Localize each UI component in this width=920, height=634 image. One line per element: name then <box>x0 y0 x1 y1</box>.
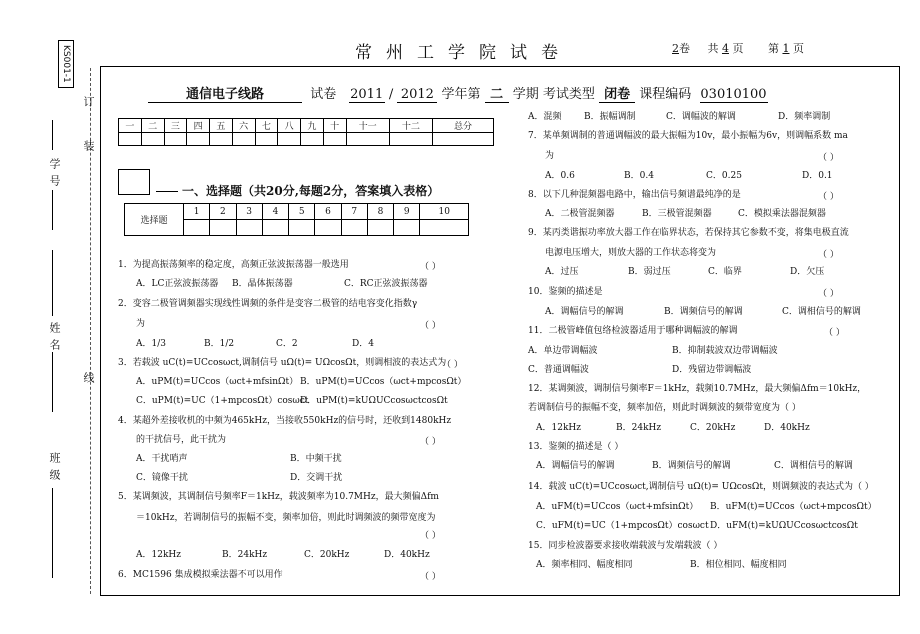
term: 二 <box>485 83 509 103</box>
question-text-cont: 若调制信号的振幅不变，频率加倍，则此时调频波的频带宽度为（ ） <box>528 403 801 413</box>
question-text: 以下几种混频器电路中，输出信号频谱最纯净的是 <box>542 190 741 200</box>
option-d: D．欠压 <box>790 267 825 277</box>
score-header: 十一 <box>346 119 389 133</box>
option-b: B．振幅调制 <box>584 112 636 122</box>
option-a: A．0.6 <box>545 171 575 181</box>
option-a: A．uFM(t)=UCcos（ωct+mfsinΩt） <box>536 502 699 512</box>
total-pages: 4 <box>721 42 729 55</box>
answer-paren[interactable]: （ ） <box>818 192 839 202</box>
page-info <box>672 40 804 56</box>
answer-cell[interactable] <box>420 220 469 236</box>
student-id-label: 学号 <box>48 158 61 192</box>
name-blank-2[interactable] <box>52 352 53 412</box>
question-10 <box>528 286 602 298</box>
option-b: B．24kHz <box>222 550 268 560</box>
question-text: 某丙类谐振功率放大器工作在临界状态，若保持其它参数不变，将集电极直流 <box>542 228 849 238</box>
question-11 <box>528 325 737 337</box>
page-number: 1 <box>782 42 790 55</box>
question-text: 某单频调制的普通调幅波的最大振幅为10v，最小振幅为6v，则调幅系数 ma <box>542 131 848 141</box>
question-text: 某调频波，其调制信号频率F＝1kHz，载波频率为10.7MHz，最大频偏Δfm <box>132 492 439 502</box>
option-d: D．频率调制 <box>778 112 831 122</box>
option-b: B．抑制载波双边带调幅波 <box>672 346 778 356</box>
question-number: 1． <box>118 260 133 270</box>
option-a: A．调幅信号的解调 <box>545 307 624 317</box>
class-label: 班级 <box>48 452 61 486</box>
question-6 <box>118 569 283 581</box>
question-15 <box>528 540 722 552</box>
answer-paren[interactable]: （ ） <box>818 153 839 163</box>
answer-number: 2 <box>210 204 236 220</box>
score-table <box>118 118 494 146</box>
option-b: B．中频干扰 <box>290 454 342 464</box>
question-number: 8． <box>528 190 543 200</box>
question-2 <box>118 298 417 310</box>
year-from: 2011 <box>350 87 384 102</box>
question-5 <box>118 491 439 503</box>
course-code: 03010100 <box>700 87 767 102</box>
binding-ding: 订 <box>82 96 95 107</box>
term-word: 学期 考试类型 <box>512 87 595 102</box>
answer-number: 3 <box>236 204 262 220</box>
option-a: A．频率相同、幅度相同 <box>536 560 633 570</box>
question-number: 9． <box>528 228 543 238</box>
score-cell[interactable] <box>210 133 233 146</box>
question-number: 12． <box>528 384 549 394</box>
question-text: 变容二极管调频器实现线性调频的条件是变容二极管的结电容变化指数γ <box>132 299 418 309</box>
page-label: 第 <box>767 42 779 55</box>
score-cell[interactable] <box>164 133 187 146</box>
question-text: 若载波 uC(t)=UCcosωct,调制信号 uΩ(t)= UΩcosΩt，则调相波的表达式为 <box>132 358 447 368</box>
question-14 <box>528 481 874 493</box>
section-score-box[interactable] <box>118 169 150 195</box>
year-to: 2012 <box>397 87 437 103</box>
answer-number: 7 <box>341 204 367 220</box>
answer-paren[interactable]: （ ） <box>420 531 441 541</box>
option-b: B．1/2 <box>204 339 235 349</box>
option-b: B．三极管混频器 <box>642 209 712 219</box>
answer-cell[interactable] <box>394 220 420 236</box>
answer-cell[interactable] <box>367 220 393 236</box>
option-c: C．uPM(t)=UC（1+mpcosΩt）cosωct <box>136 396 309 406</box>
answer-number: 9 <box>394 204 420 220</box>
score-input-row <box>119 133 494 146</box>
option-c: C．调相信号的解调 <box>774 461 853 471</box>
option-a: A．LC正弦波振荡器 <box>136 279 219 289</box>
question-3 <box>118 357 446 369</box>
question-text: 载波 uC(t)=UCcosωct,调制信号 uΩ(t)= UΩcosΩt，则调频波的表达式为（ ） <box>548 482 874 492</box>
question-text-cont: 的干扰信号，此干扰为 <box>136 435 227 445</box>
exam-info-line <box>148 83 768 103</box>
year-slash: / <box>388 87 394 102</box>
class-blank[interactable] <box>52 488 53 578</box>
question-text-cont: 电源电压增大，则放大器的工作状态将变为 <box>545 248 717 258</box>
total-label: 共 <box>707 42 719 55</box>
question-text: 二极管峰值包络检波器适用于哪种调幅波的解调 <box>548 326 738 336</box>
page-unit: 页 <box>792 42 804 55</box>
answer-cell[interactable] <box>210 220 236 236</box>
question-text-cont: ＝10kHz，若调制信号的振幅不变，频率加倍，则此时调频波的频带宽度为 <box>136 513 436 523</box>
question-text: 为提高振荡频率的稳定度，高频正弦波振荡器一般选用 <box>132 260 349 270</box>
option-d: D．40kHz <box>764 423 810 433</box>
score-header: 四 <box>187 119 210 133</box>
option-a: A．12kHz <box>136 550 181 560</box>
option-d: D．40kHz <box>384 550 430 560</box>
answer-table <box>124 203 469 236</box>
question-number: 7． <box>528 131 543 141</box>
question-text: 某调频波，调制信号频率F＝1kHz，载频10.7MHz，最大频偏Δfm＝10kHz， <box>548 384 867 394</box>
paper-number: 2 <box>672 42 679 55</box>
answer-paren[interactable]: （ ） <box>420 572 441 582</box>
option-c: C．临界 <box>708 267 742 277</box>
option-c: C．镜像干扰 <box>136 473 188 483</box>
question-4 <box>118 415 451 427</box>
answer-number: 1 <box>184 204 210 220</box>
answer-paren[interactable]: （ ） <box>818 289 839 299</box>
course-code-label: 课程编码 <box>639 87 692 102</box>
score-cell-total[interactable] <box>433 133 494 146</box>
option-b: B．调频信号的解调 <box>652 461 731 471</box>
option-c: C．2 <box>276 339 298 349</box>
option-a: A．过压 <box>545 267 579 277</box>
answer-table-label: 选择题 <box>125 204 184 236</box>
option-c: C．RC正弦波振荡器 <box>344 279 428 289</box>
score-cell[interactable] <box>232 133 255 146</box>
option-d: D．uPM(t)=kUΩUCcosωctcosΩt <box>300 396 448 406</box>
option-a: A．干扰哨声 <box>136 454 188 464</box>
option-b: B．uFM(t)=UCcos（ωct+mpcosΩt） <box>710 502 877 512</box>
student-id-blank-2[interactable] <box>52 190 53 230</box>
answer-number: 6 <box>315 204 341 220</box>
option-b: B．相位相同、幅度相同 <box>690 560 787 570</box>
option-c: C．调相信号的解调 <box>782 307 861 317</box>
exam-title: 常州工学院试卷 <box>355 43 572 63</box>
score-cell[interactable] <box>389 133 432 146</box>
answer-paren[interactable]: （ ） <box>420 321 441 331</box>
option-d: D．uFM(t)=kUΩUCcosωctcosΩt <box>710 521 858 531</box>
score-header: 五 <box>210 119 233 133</box>
score-header: 三 <box>164 119 187 133</box>
score-header: 七 <box>255 119 278 133</box>
score-cell[interactable] <box>278 133 301 146</box>
score-cell[interactable] <box>141 133 164 146</box>
option-c: C．0.25 <box>706 171 742 181</box>
question-number: 4． <box>118 416 133 426</box>
option-a: A．uPM(t)=UCcos（ωct+mfsinΩt） <box>136 377 299 387</box>
question-number: 3． <box>118 358 133 368</box>
option-b: B．uPM(t)=UCcos（ωct+mpcosΩt） <box>300 377 467 387</box>
name-label: 姓名 <box>48 322 61 356</box>
question-number: 13． <box>528 442 549 452</box>
answer-paren[interactable]: （ ） <box>420 262 441 272</box>
score-cell[interactable] <box>255 133 278 146</box>
option-a: A．二极管混频器 <box>545 209 615 219</box>
option-c: C．模拟乘法器混频器 <box>738 209 826 219</box>
question-9 <box>528 227 849 239</box>
question-text-cont: 为 <box>545 151 555 161</box>
option-a: A．混频 <box>528 112 562 122</box>
option-d: D．0.1 <box>802 171 833 181</box>
option-d: D．交调干扰 <box>290 473 343 483</box>
score-cell[interactable] <box>323 133 346 146</box>
question-13 <box>528 441 623 453</box>
question-number: 10． <box>528 287 549 297</box>
option-d: D．残留边带调幅波 <box>672 365 752 375</box>
option-b: B．调频信号的解调 <box>664 307 743 317</box>
answer-number: 5 <box>289 204 315 220</box>
option-b: B．24kHz <box>616 423 662 433</box>
answer-paren[interactable]: （ ） <box>824 328 845 338</box>
score-header: 六 <box>232 119 255 133</box>
option-c: C．uFM(t)=UC（1+mpcosΩt）cosωct <box>536 521 709 531</box>
score-header: 二 <box>141 119 164 133</box>
answer-cell[interactable] <box>341 220 367 236</box>
score-header: 八 <box>278 119 301 133</box>
option-b: B．0.4 <box>624 171 654 181</box>
binding-xian: 线 <box>82 372 95 383</box>
option-a: A．12kHz <box>536 423 581 433</box>
year-word: 学年第 <box>441 87 481 102</box>
name-blank[interactable] <box>52 250 53 316</box>
score-cell[interactable] <box>119 133 142 146</box>
option-c: C．20kHz <box>304 550 350 560</box>
question-number: 2． <box>118 299 133 309</box>
question-text: MC1596 集成模拟乘法器不可以用作 <box>132 570 283 580</box>
answer-number: 10 <box>420 204 469 220</box>
answer-paren[interactable]: （ ） <box>442 360 463 370</box>
answer-cell[interactable] <box>262 220 288 236</box>
score-header-total: 总分 <box>433 119 494 133</box>
paper-suffix: 卷 <box>679 42 690 55</box>
question-12 <box>528 383 866 395</box>
total-unit: 页 <box>732 42 744 55</box>
exam-type: 闭卷 <box>599 83 635 103</box>
option-c: C．调幅波的解调 <box>666 112 736 122</box>
score-cell[interactable] <box>187 133 210 146</box>
question-number: 11． <box>528 326 549 336</box>
section-title <box>156 182 439 199</box>
score-header: 十 <box>323 119 346 133</box>
question-text: 鉴频的描述是（ ） <box>548 442 624 452</box>
question-7 <box>528 130 848 142</box>
paper-word: 试卷 <box>310 87 337 102</box>
question-8 <box>528 189 741 201</box>
binding-zhuang: 装 <box>82 140 95 151</box>
answer-number: 4 <box>262 204 288 220</box>
option-b: B．晶体振荡器 <box>232 279 293 289</box>
question-text: 同步检波器要求接收端载波与发端载波（ ） <box>548 541 723 551</box>
answer-cell[interactable] <box>289 220 315 236</box>
question-text-cont: 为 <box>136 319 146 329</box>
answer-number: 8 <box>367 204 393 220</box>
question-number: 15． <box>528 541 549 551</box>
score-cell[interactable] <box>346 133 389 146</box>
option-c: C．普通调幅波 <box>528 365 589 375</box>
option-a: A．单边带调幅波 <box>528 346 598 356</box>
answer-cell[interactable] <box>315 220 341 236</box>
question-number: 6． <box>118 570 133 580</box>
option-b: B．弱过压 <box>628 267 671 277</box>
answer-paren[interactable]: （ ） <box>420 437 441 447</box>
answer-cell[interactable] <box>184 220 210 236</box>
score-cell[interactable] <box>301 133 324 146</box>
score-header: 十二 <box>389 119 432 133</box>
paper-code-tag: KS001-1 <box>58 40 74 88</box>
question-number: 5． <box>118 492 133 502</box>
option-a: A．调幅信号的解调 <box>536 461 615 471</box>
score-header: 九 <box>301 119 324 133</box>
course-name: 通信电子线路 <box>148 83 302 103</box>
answer-cell[interactable] <box>236 220 262 236</box>
question-1 <box>118 259 349 271</box>
student-id-blank[interactable] <box>52 120 53 150</box>
section-title-text: 一、选择题（共20分,每题2分，答案填入表格） <box>182 184 440 198</box>
score-header-row <box>119 119 494 133</box>
option-a: A．1/3 <box>136 339 166 349</box>
answer-paren[interactable]: （ ） <box>818 250 839 260</box>
question-number: 14． <box>528 482 549 492</box>
option-d: D．4 <box>352 339 374 349</box>
score-header: 一 <box>119 119 142 133</box>
question-text: 某超外差接收机的中频为465kHz，当接收550kHz的信号时，还收到1480kHz <box>132 416 452 426</box>
question-text: 鉴频的描述是 <box>548 287 603 297</box>
option-c: C．20kHz <box>690 423 736 433</box>
